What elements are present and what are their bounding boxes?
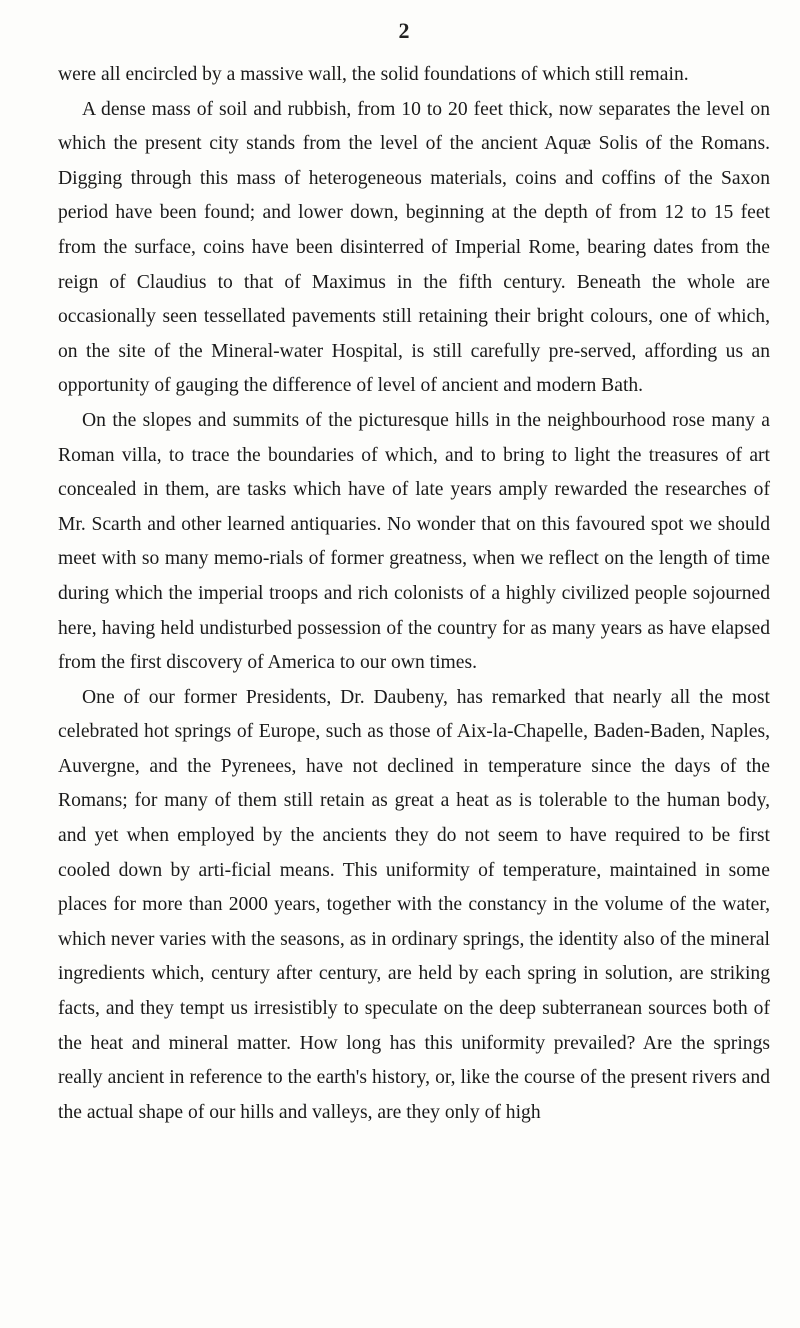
- paragraph-continuation: were all encircled by a massive wall, the solid foundations of which still remain.: [58, 64, 689, 85]
- paragraph-hot-springs: One of our former Presidents, Dr. Daubeny, has remarked that nearly all the most celebrated hot springs of Europe, such as those of Aix-la-Chapelle, Baden-Baden, Naples, Auvergne, and the Pyrenees, have not declined in temperature since the days of the Romans; for many of them still retain as great a heat as is tolerable to the human body, and yet when employed by the ancients they do not seem to have required to be first cooled down by arti-ficial means. This uniformity of temperature, maintained in some places for more than 2000 years, together with the constancy in the volume of the water, which never varies with the seasons, as in ordinary springs, the identity also of the mineral ingredients which, century after century, are held by each spring in solution, are striking facts, and they tempt us irresistibly to speculate on the deep subterranean sources both of the heat and mineral matter. How long has this uniformity prevailed? Are the springs really ancient in reference to the earth's history, or, like the course of the present rivers and the actual shape of our hills and valleys, are they only of high: [58, 686, 770, 1123]
- body-text: [58, 58, 770, 1130]
- paragraph-aquae-solis: A dense mass of soil and rubbish, from 10 to 20 feet thick, now separates the level on which the present city stands from the level of the ancient Aquæ Solis of the Romans. Digging through this mass of heterogeneous materials, coins and coffins of the Saxon period have been found; and lower down, beginning at the depth of from 12 to 15 feet from the surface, coins have been disinterred of Imperial Rome, bearing dates from the reign of Claudius to that of Maximus in the fifth century. Beneath the whole are occasionally seen tessellated pavements still retaining their bright colours, one of which, on the site of the Mineral-water Hospital, is still carefully pre-served, affording us an opportunity of gauging the difference of level of ancient and modern Bath.: [58, 98, 770, 397]
- page-number: 2: [398, 18, 410, 43]
- paragraph-roman-villas: On the slopes and summits of the picturesque hills in the neighbourhood rose many a Roman villa, to trace the boundaries of which, and to bring to light the treasures of art concealed in them, are tasks which have of late years amply rewarded the researches of Mr. Scarth and other learned antiquaries. No wonder that on this favoured spot we should meet with so many memo-rials of former greatness, when we reflect on the length of time during which the imperial troops and rich colonists of a highly civilized people sojourned here, having held undisturbed possession of the country for as many years as have elapsed from the first discovery of America to our own times.: [58, 409, 770, 674]
